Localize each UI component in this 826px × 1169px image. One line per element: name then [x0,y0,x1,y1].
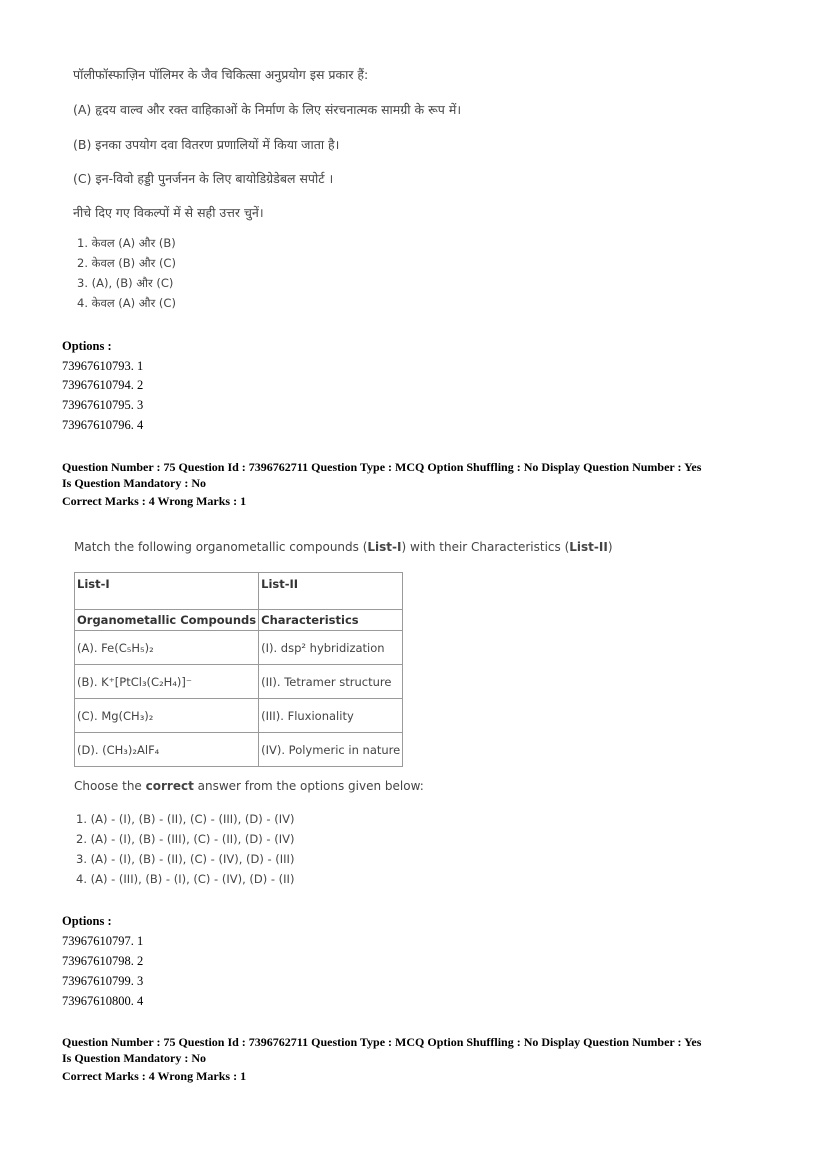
list-i-header: List-I [75,573,259,610]
marks-line: Correct Marks : 4 Wrong Marks : 1 [62,494,247,508]
q75-choice-3: 3. (A) - (I), (B) - (II), (C) - (IV), (D) - (III) [76,852,295,866]
mandatory-line: Is Question Mandatory : No [62,476,207,490]
characteristic-iv: (IV). Polymeric in nature [259,733,403,767]
question-meta-line: Question Number : 75 Question Id : 7396762711 Question Type : MCQ Option Shuffling : No Display Question Number : Yes [62,1035,702,1049]
table-row [75,665,403,699]
q74-choice-4: 4. केवल (A) और (C) [77,296,176,310]
q74-choice-3: 3. (A), (B) और (C) [77,276,174,290]
q74-stem: पॉलीफॉस्फाज़िन पॉलिमर के जैव चिकित्सा अनुप्रयोग इस प्रकार हैं: [73,67,369,82]
q74-question-image [73,66,533,316]
characteristic-ii: (II). Tetramer structure [259,665,403,699]
q74-choice-2: 2. केवल (B) और (C) [77,256,176,270]
mandatory-line: Is Question Mandatory : No [62,1051,207,1065]
question-meta-line: Question Number : 75 Question Id : 7396762711 Question Type : MCQ Option Shuffling : No Display Question Number : Yes [62,460,702,474]
table-row [75,733,403,767]
q74-instruction: नीचे दिए गए विकल्पों में से सही उत्तर चुनें। [73,205,264,220]
q75-choice-2: 2. (A) - (I), (B) - (III), (C) - (II), (D) - (IV) [76,832,295,846]
q74-statement-b: (B) इनका उपयोग दवा वितरण प्रणालियों में किया जाता है। [73,137,340,152]
q75-choose-instruction: Choose the correct answer from the options given below: [74,779,424,793]
q74-option-3: 73967610795. 3 [62,398,144,412]
q75-option-2: 73967610798. 2 [62,954,144,968]
compound-d: (D). (CH₃)₂AlF₄ [75,733,259,767]
table-row [75,699,403,733]
match-table [74,572,403,767]
table-row [75,631,403,665]
characteristics-subheader: Characteristics [259,610,403,631]
q74-statement-c: (C) इन-विवो हड्डी पुनर्जनन के लिए बायोडिग्रेडेबल सपोर्ट । [73,171,334,186]
characteristic-iii: (III). Fluxionality [259,699,403,733]
compounds-subheader: Organometallic Compounds [75,610,259,631]
q75-prompt: Match the following organometallic compounds (List-I) with their Characteristics (List-II) [74,540,613,554]
q74-choice-1: 1. केवल (A) और (B) [77,236,176,250]
q75-question-image [62,536,613,892]
compound-b: (B). K⁺[PtCl₃(C₂H₄)]⁻ [75,665,259,699]
q75-options-label: Options : [62,914,112,928]
compound-a: (A). Fe(C₅H₅)₂ [75,631,259,665]
q75-option-4: 73967610800. 4 [62,994,144,1008]
characteristic-i: (I). dsp² hybridization [259,631,403,665]
q74-option-4: 73967610796. 4 [62,418,144,432]
q74-option-1: 73967610793. 1 [62,359,144,373]
q75-choice-4: 4. (A) - (III), (B) - (I), (C) - (IV), (D) - (II) [76,872,295,886]
compound-c: (C). Mg(CH₃)₂ [75,699,259,733]
q74-options-label: Options : [62,339,112,353]
list-ii-header: List-II [259,573,403,610]
marks-line: Correct Marks : 4 Wrong Marks : 1 [62,1069,247,1083]
q74-option-2: 73967610794. 2 [62,378,144,392]
q75-choice-1: 1. (A) - (I), (B) - (II), (C) - (III), (D) - (IV) [76,812,295,826]
q75-option-3: 73967610799. 3 [62,974,144,988]
q75-option-1: 73967610797. 1 [62,934,144,948]
q74-statement-a: (A) हृदय वाल्व और रक्त वाहिकाओं के निर्माण के लिए संरचनात्मक सामग्री के रूप में। [73,102,462,117]
